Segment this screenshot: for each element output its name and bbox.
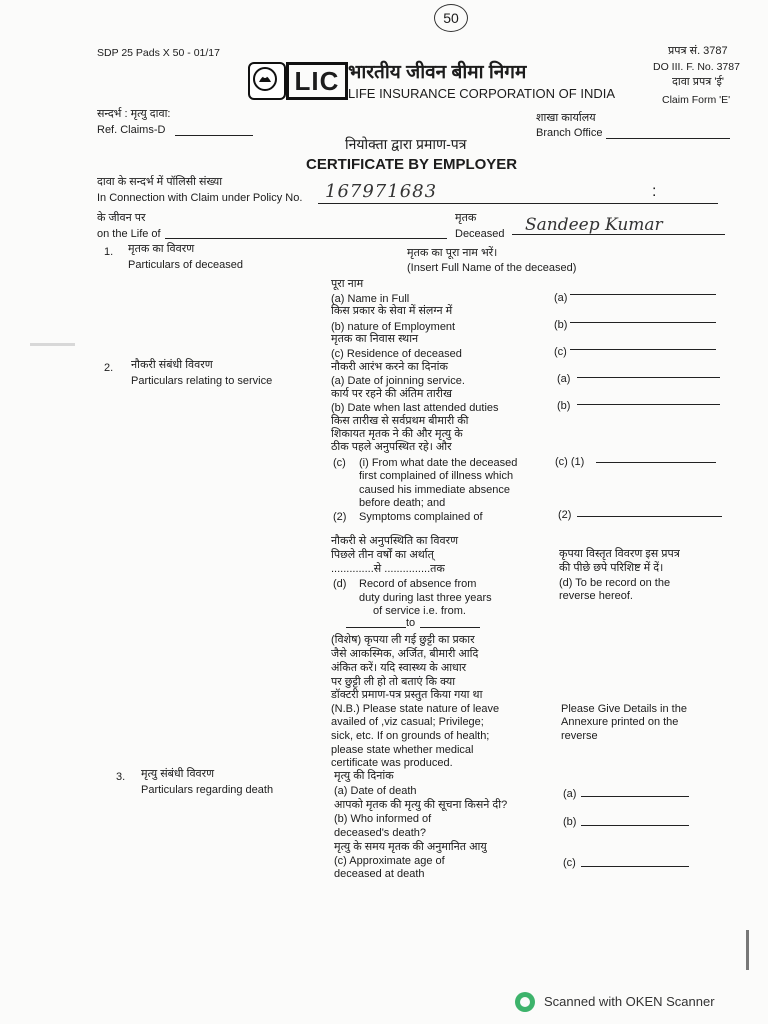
joining-line: [577, 377, 720, 378]
illness-line-3: caused his immediate absence: [359, 484, 511, 496]
policy-hindi-label: दावा के सन्दर्भ में पॉलिसी संख्या: [97, 176, 223, 188]
residence-mark: (c): [554, 346, 567, 358]
page-number: 50: [434, 4, 468, 32]
illness-c1-mark: (c) (1): [555, 456, 585, 468]
residence-label: (c) Residence of deceased: [331, 348, 462, 360]
joining-label: (a) Date of joinning service.: [331, 375, 465, 387]
section1-note: (Insert Full Name of the deceased): [407, 262, 577, 274]
claim-form-label: Claim Form 'E': [662, 94, 731, 106]
illness-hindi-3: ठीक पहले अनुपस्थित रहे। और: [331, 441, 452, 453]
absence-hindi-right-1: कृपया विस्तृत विवरण इस प्रपत्र: [559, 548, 680, 560]
name-full-line: [570, 294, 716, 295]
absence-d-mark: (d): [333, 578, 347, 590]
absence-line-1: Record of absence from: [359, 578, 477, 590]
absence-hindi-3: ..............से ...............तक: [331, 563, 445, 575]
branch-office-line: [606, 138, 730, 139]
last-duty-label: (b) Date when last attended duties: [331, 402, 499, 414]
illness-line-4: before death; and: [359, 497, 446, 509]
deceased-hindi-label: मृतक: [455, 212, 477, 224]
age-hindi: मृत्यु के समय मृतक की अनुमानित आयु: [334, 841, 487, 853]
title-english: CERTIFICATE BY EMPLOYER: [306, 156, 518, 173]
hindi-form-number: प्रपत्र सं. 3787: [668, 45, 728, 57]
symptoms-num: (2): [333, 511, 347, 523]
residence-line: [570, 349, 716, 350]
nb-line-5: certificate was produced.: [331, 757, 453, 769]
employment-line: [570, 322, 716, 323]
illness-c1-line: [596, 462, 716, 463]
section2-hindi-title: नौकरी संबंधी विवरण: [131, 359, 213, 371]
policy-label: In Connection with Claim under Policy No.: [97, 192, 303, 204]
nb-line-2: availed of ,viz casual; Privilege;: [331, 716, 484, 728]
hindi-claim-form: दावा प्रपत्र 'ई': [672, 76, 724, 88]
lic-hindi-name: भारतीय जीवन बीमा निगम: [348, 62, 527, 83]
death-date-label: (a) Date of death: [334, 785, 417, 797]
informed-hindi: आपको मृतक की मृत्यु की सूचना किसने दी?: [334, 799, 508, 811]
age-label-2: deceased at death: [334, 868, 425, 880]
age-line: [581, 866, 689, 867]
informed-label-2: deceased's death?: [334, 827, 427, 839]
section2-title: Particulars relating to service: [131, 375, 273, 387]
absence-right-1: (d) To be record on the: [559, 577, 671, 589]
nb-hindi-5: डॉक्टरी प्रमाण-पत्र प्रस्तुत किया गया था: [331, 689, 483, 701]
death-date-line: [581, 796, 689, 797]
nb-right-3: reverse: [561, 730, 598, 742]
illness-hindi-1: किस तारीख से सर्वप्रथम बीमारी की: [331, 415, 469, 427]
section3-number: 3.: [116, 771, 126, 783]
scan-smudge: [30, 343, 75, 346]
deceased-name-value: Sandeep Kumar: [525, 215, 663, 235]
last-duty-mark: (b): [557, 400, 571, 412]
absence-hindi-right-2: की पीछे छपे परिशिष्ट में दें।: [559, 562, 664, 574]
scanner-logo-icon: [515, 992, 535, 1012]
nb-line-1: (N.B.) Please state nature of leave: [331, 703, 500, 715]
section3-hindi-title: मृत्यु संबंधी विवरण: [141, 768, 215, 780]
life-label: on the Life of: [97, 228, 161, 240]
illness-line-1: (i) From what date the deceased: [359, 457, 518, 469]
branch-office-label: Branch Office: [536, 127, 603, 139]
lic-logo-text: LIC: [286, 62, 348, 100]
name-full-hindi: पूरा नाम: [331, 278, 364, 290]
illness-hindi-2: शिकायत मृतक ने की और मृत्यु के: [331, 428, 463, 440]
lic-emblem-icon: [248, 62, 286, 100]
section2-number: 2.: [104, 362, 114, 374]
age-mark: (c): [563, 857, 576, 869]
nb-line-3: sick, etc. If on grounds of health;: [331, 730, 490, 742]
scan-smudge: [746, 930, 749, 970]
absence-to-label: to: [406, 617, 416, 629]
joining-hindi: नौकरी आरंभ करने का दिनांक: [331, 361, 448, 373]
scanner-watermark: Scanned with OKEN Scanner: [544, 994, 715, 1009]
print-code: SDP 25 Pads X 50 - 01/17: [97, 47, 220, 59]
lic-english-name: LIFE INSURANCE CORPORATION OF INDIA: [348, 86, 616, 101]
absence-hindi-1: नौकरी से अनुपस्थिति का विवरण: [331, 535, 459, 547]
employment-hindi: किस प्रकार के सेवा में संलग्न में: [331, 305, 453, 317]
residence-hindi: मृतक का निवास स्थान: [331, 333, 419, 345]
last-duty-hindi: कार्य पर रहने की अंतिम तारीख: [331, 388, 453, 400]
life-line: [165, 238, 447, 239]
section1-hindi-title: मृतक का विवरण: [128, 243, 195, 255]
last-duty-line: [577, 404, 720, 405]
informed-label-1: (b) Who informed of: [334, 813, 432, 825]
section3-title: Particulars regarding death: [141, 784, 274, 796]
absence-to-line: [420, 627, 480, 628]
illness-line-2: first complained of illness which: [359, 470, 514, 482]
policy-number-value: 167971683: [325, 181, 438, 202]
name-full-label: (a) Name in Full: [331, 293, 410, 305]
symptoms-line: [577, 516, 722, 517]
ref-claims-label: Ref. Claims-D: [97, 124, 166, 136]
nb-hindi-2: जैसे आकस्मिक, अर्जित, बीमारी आदि: [331, 648, 479, 660]
nb-line-4: please state whether medical: [331, 744, 474, 756]
absence-line-3: of service i.e. from.: [373, 605, 466, 617]
nb-hindi-4: पर छुट्टी ली हो तो बताएं कि क्या: [331, 676, 456, 688]
age-label-1: (c) Approximate age of: [334, 855, 445, 867]
title-hindi: नियोक्ता द्वारा प्रमाण-पत्र: [345, 136, 467, 152]
joining-mark: (a): [557, 373, 571, 385]
policy-colon-mark: :: [652, 183, 657, 200]
absence-hindi-2: पिछले तीन वर्षों का अर्थात्: [331, 549, 434, 561]
ref-claims-line: [175, 135, 253, 136]
absence-line-2: duty during last three years: [359, 592, 492, 604]
name-full-mark: (a): [554, 292, 568, 304]
nb-hindi-3: अंकित करें। यदि स्वास्थ्य के आधार: [331, 662, 467, 674]
absence-right-2: reverse hereof.: [559, 590, 633, 602]
nb-hindi-1: (विशेष) कृपया ली गई छुट्टी का प्रकार: [331, 634, 475, 646]
life-hindi-label: के जीवन पर: [97, 212, 146, 224]
absence-from-line: [346, 627, 406, 628]
death-date-hindi: मृत्यु की दिनांक: [334, 770, 394, 782]
informed-mark: (b): [563, 816, 577, 828]
nb-right-1: Please Give Details in the: [561, 703, 687, 715]
do-form-number: DO III. F. No. 3787: [653, 61, 740, 73]
branch-hindi-label: शाखा कार्यालय: [536, 112, 596, 124]
ref-hindi-label: सन्दर्भ : मृत्यु दावा:: [97, 108, 171, 120]
policy-line: [318, 203, 718, 204]
nb-right-2: Annexure printed on the: [561, 716, 679, 728]
employment-mark: (b): [554, 319, 568, 331]
symptoms-label: Symptoms complained of: [359, 511, 483, 523]
section1-number: 1.: [104, 246, 114, 258]
section1-title: Particulars of deceased: [128, 259, 243, 271]
deceased-label: Deceased: [455, 228, 505, 240]
illness-c-mark: (c): [333, 457, 346, 469]
symptoms-mark: (2): [558, 509, 572, 521]
employment-label: (b) nature of Employment: [331, 321, 456, 333]
death-date-mark: (a): [563, 788, 577, 800]
informed-line: [581, 825, 689, 826]
section1-hindi-note: मृतक का पूरा नाम भरें।: [407, 247, 498, 259]
